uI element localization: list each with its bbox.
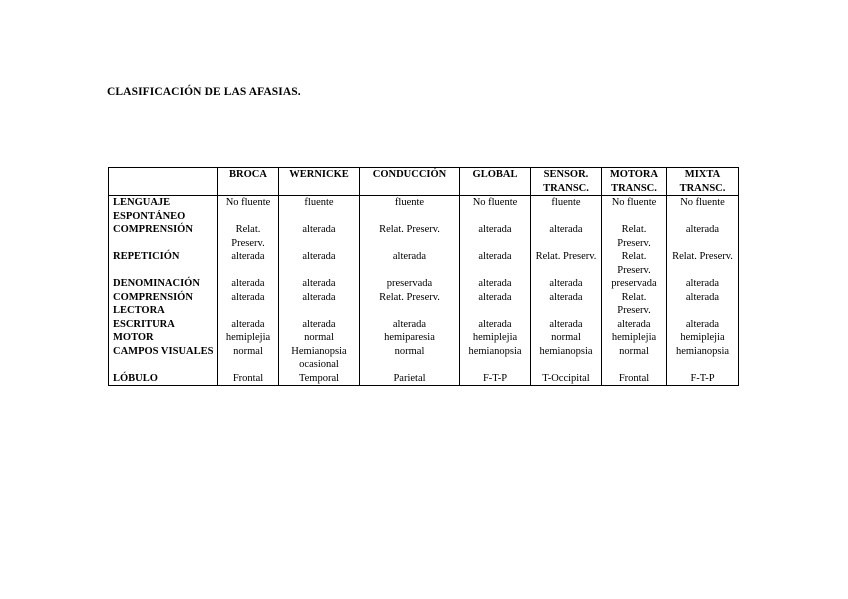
table-cell: alterada xyxy=(360,318,460,332)
table-cell: normal xyxy=(218,345,279,372)
header-mixta-transc: MIXTA TRANSC. xyxy=(667,168,739,196)
table-cell: preservada xyxy=(360,277,460,291)
header-conduccion: CONDUCCIÓN xyxy=(360,168,460,196)
table-row xyxy=(109,223,739,250)
row-label: COMPRENSIÓN xyxy=(109,223,218,250)
table-cell: alterada xyxy=(667,223,739,250)
table-row xyxy=(109,345,739,372)
row-label: LÓBULO xyxy=(109,372,218,386)
table-cell: No fluente xyxy=(602,196,667,224)
table-cell: alterada xyxy=(218,291,279,318)
table-row xyxy=(109,250,739,277)
table-cell: alterada xyxy=(460,291,531,318)
table-cell: fluente xyxy=(531,196,602,224)
table-cell: Frontal xyxy=(218,372,279,386)
table-cell: Relat. Preserv. xyxy=(602,250,667,277)
table-cell: normal xyxy=(360,345,460,372)
table-cell: alterada xyxy=(602,318,667,332)
table-cell: alterada xyxy=(218,318,279,332)
table-cell: hemiplejia xyxy=(667,331,739,345)
table-cell: normal xyxy=(602,345,667,372)
table-cell: alterada xyxy=(531,318,602,332)
header-wernicke: WERNICKE xyxy=(279,168,360,196)
table-cell: hemianopsia xyxy=(667,345,739,372)
table-row xyxy=(109,277,739,291)
table-header-row xyxy=(109,168,739,196)
table-cell: Parietal xyxy=(360,372,460,386)
table-row xyxy=(109,291,739,318)
table-cell: alterada xyxy=(218,250,279,277)
table-cell: hemianopsia xyxy=(531,345,602,372)
table-cell: alterada xyxy=(279,250,360,277)
table-row xyxy=(109,372,739,386)
table-cell: alterada xyxy=(667,318,739,332)
table-cell: hemiplejia xyxy=(602,331,667,345)
table-cell: No fluente xyxy=(460,196,531,224)
table-cell: alterada xyxy=(279,223,360,250)
table-cell: F-T-P xyxy=(460,372,531,386)
table-cell: Relat. Preserv. xyxy=(531,250,602,277)
table-cell: Relat. Preserv. xyxy=(218,223,279,250)
table-cell: hemiparesia xyxy=(360,331,460,345)
header-motora-transc: MOTORA TRANSC. xyxy=(602,168,667,196)
table-cell: normal xyxy=(531,331,602,345)
table-cell: Relat. Preserv. xyxy=(602,291,667,318)
table-cell: Relat. Preserv. xyxy=(602,223,667,250)
header-broca: BROCA xyxy=(218,168,279,196)
table-cell: alterada xyxy=(360,250,460,277)
table-row xyxy=(109,318,739,332)
table-cell: alterada xyxy=(279,291,360,318)
row-label: DENOMINACIÓN xyxy=(109,277,218,291)
table-cell: fluente xyxy=(279,196,360,224)
row-label: ESCRITURA xyxy=(109,318,218,332)
table-cell: No fluente xyxy=(667,196,739,224)
aphasia-classification-table xyxy=(108,167,739,386)
table-cell: No fluente xyxy=(218,196,279,224)
table-cell: Relat. Preserv. xyxy=(667,250,739,277)
table-cell: Relat. Preserv. xyxy=(360,223,460,250)
table-cell: Relat. Preserv. xyxy=(360,291,460,318)
table-cell: alterada xyxy=(460,277,531,291)
table-row xyxy=(109,331,739,345)
header-global: GLOBAL xyxy=(460,168,531,196)
table-cell: alterada xyxy=(460,318,531,332)
table-cell: hemianopsia xyxy=(460,345,531,372)
row-label: LENGUAJE ESPONTÁNEO xyxy=(109,196,218,224)
row-label: MOTOR xyxy=(109,331,218,345)
table-cell: fluente xyxy=(360,196,460,224)
row-label: CAMPOS VISUALES xyxy=(109,345,218,372)
page-title: CLASIFICACIÓN DE LAS AFASIAS. xyxy=(107,86,301,98)
row-label: REPETICIÓN xyxy=(109,250,218,277)
table-cell: F-T-P xyxy=(667,372,739,386)
table-cell: alterada xyxy=(460,223,531,250)
table-cell: alterada xyxy=(531,223,602,250)
row-label: COMPRENSIÓN LECTORA xyxy=(109,291,218,318)
table-row xyxy=(109,196,739,224)
table-cell: preservada xyxy=(602,277,667,291)
header-sensor-transc: SENSOR. TRANSC. xyxy=(531,168,602,196)
table-cell: alterada xyxy=(667,277,739,291)
header-corner-cell xyxy=(109,168,218,196)
table-cell: hemiplejia xyxy=(460,331,531,345)
table-cell: alterada xyxy=(460,250,531,277)
table-cell: alterada xyxy=(279,318,360,332)
table-cell: alterada xyxy=(667,291,739,318)
table-cell: Hemianopsia ocasional xyxy=(279,345,360,372)
table-cell: Temporal xyxy=(279,372,360,386)
table-cell: normal xyxy=(279,331,360,345)
table-cell: alterada xyxy=(218,277,279,291)
table-cell: T-Occipital xyxy=(531,372,602,386)
table-cell: alterada xyxy=(531,277,602,291)
table-cell: alterada xyxy=(279,277,360,291)
table-cell: hemiplejia xyxy=(218,331,279,345)
table-cell: alterada xyxy=(531,291,602,318)
table-cell: Frontal xyxy=(602,372,667,386)
